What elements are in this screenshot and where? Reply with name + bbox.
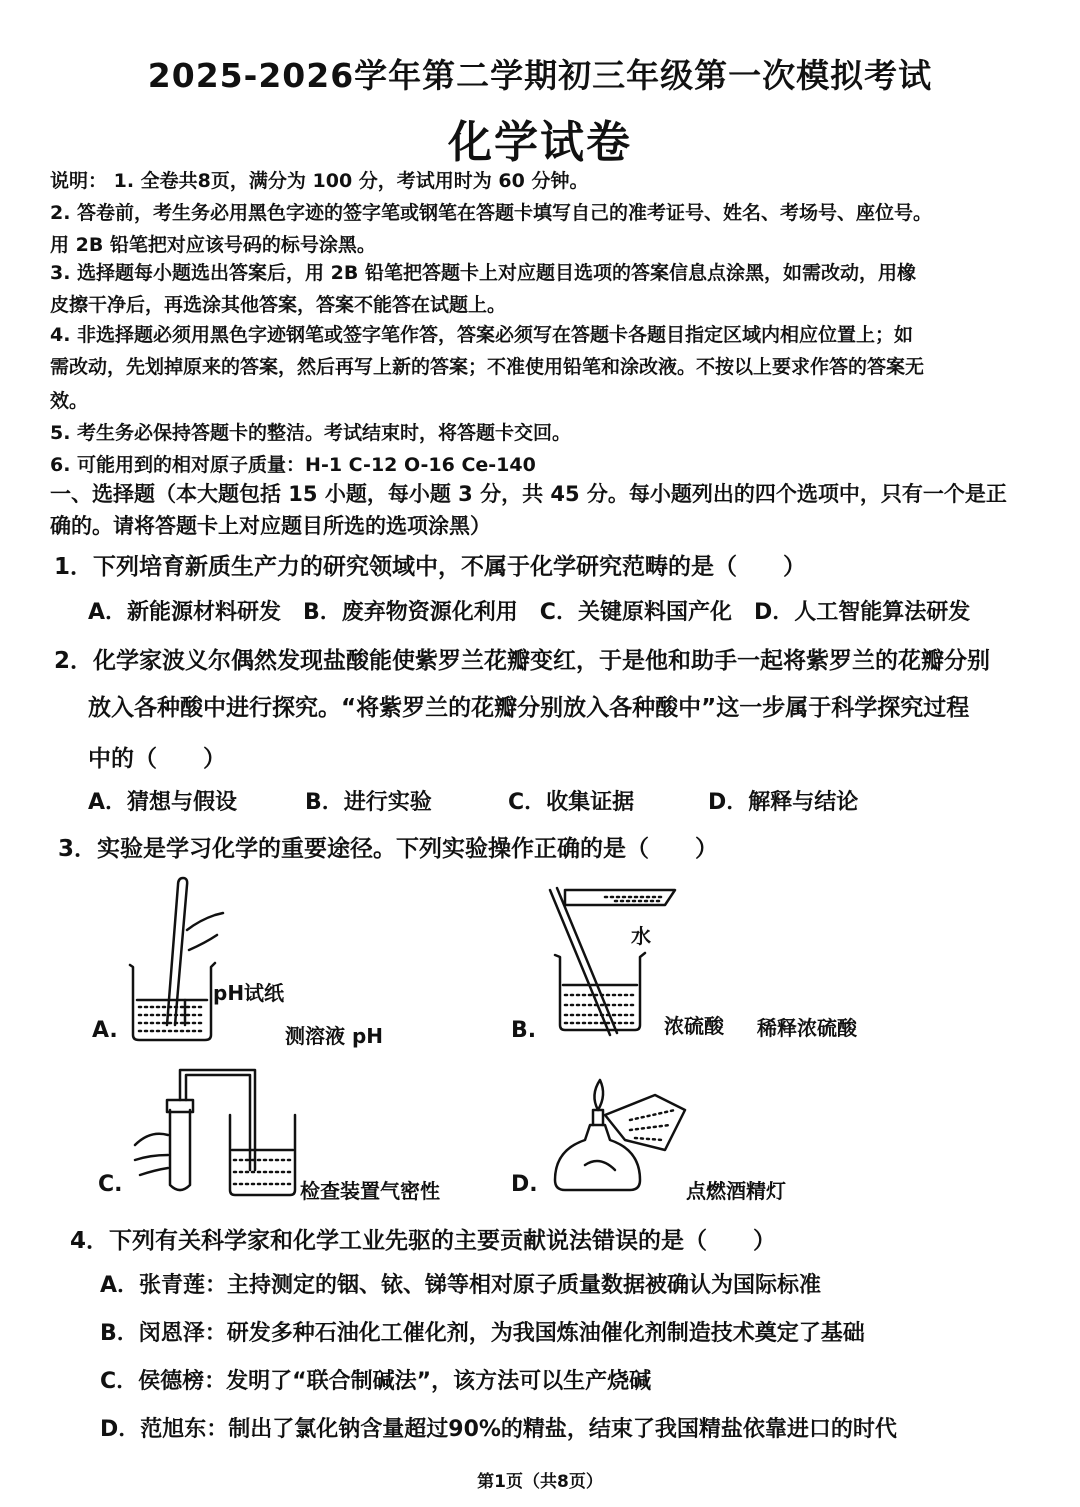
instruction-line-3a: 3. 选择题每小题选出答案后，用 2B 铅笔把答题卡上对应题目选项的答案信息点涂黑，如需改动，用橡 xyxy=(50,262,916,284)
figure-c-caption: 检查装置气密性 xyxy=(300,1179,440,1203)
section-heading-a: 一、选择题（本大题包括 15 小题，每小题 3 分，共 45 分。每小题列出的四个选项中，只有一个是正 xyxy=(50,482,1007,506)
figure-d-label: D. xyxy=(511,1172,538,1197)
instruction-line-4b: 需改动，先划掉原来的答案，然后再写上新的答案；不准使用铅笔和涂改液。不按以上要求作答的答案无 xyxy=(50,356,925,378)
question-2-stem-a: 2．化学家波义尔偶然发现盐酸能使紫罗兰花瓣变红，于是他和助手一起将紫罗兰的花瓣分别 xyxy=(54,648,991,674)
section-heading-b: 确的。请将答题卡上对应题目所选的选项涂黑） xyxy=(50,514,491,538)
figure-d-caption: 点燃酒精灯 xyxy=(686,1179,786,1203)
figure-b-water-label: 水 xyxy=(631,924,651,948)
instruction-line-2b: 用 2B 铅笔把对应该号码的标号涂黑。 xyxy=(50,234,376,256)
instruction-line-6: 6. 可能用到的相对原子质量：H-1 C-12 O-16 Ce-140 xyxy=(50,454,536,476)
instruction-line-3b: 皮擦干净后，再选涂其他答案，答案不能答在试题上。 xyxy=(50,294,507,316)
question-2-option-a: A．猜想与假设 xyxy=(88,790,238,815)
figure-a-ph-paper-label: pH试纸 xyxy=(213,981,285,1005)
figure-b-acid-label: 浓硫酸 xyxy=(664,1014,724,1038)
figure-c-airtightness xyxy=(130,1060,320,1200)
instruction-line-1: 说明： 1. 全卷共8页，满分为 100 分，考试用时为 60 分钟。 xyxy=(50,170,589,192)
question-2-stem-b: 放入各种酸中进行探究。“将紫罗兰的花瓣分别放入各种酸中”这一步属于科学探究过程 xyxy=(88,695,970,721)
exam-title: 2025-2026学年第二学期初三年级第一次模拟考试 xyxy=(147,56,933,95)
question-4-option-c: C．侯德榜：发明了“联合制碱法”，该方法可以生产烧碱 xyxy=(100,1369,652,1394)
figure-a-label: A. xyxy=(92,1018,118,1043)
subject-title: 化学试卷 xyxy=(448,117,632,168)
question-2-option-b: B．进行实验 xyxy=(305,790,432,815)
question-4-option-a: A．张青莲：主持测定的铟、铱、锑等相对原子质量数据被确认为国际标准 xyxy=(100,1273,822,1298)
figure-a-caption: 测溶液 pH xyxy=(285,1024,384,1048)
question-3-stem: 3．实验是学习化学的重要途径。下列实验操作正确的是（ ） xyxy=(58,836,719,862)
instruction-line-4a: 4. 非选择题必须用黑色字迹钢笔或签字笔作答，答案必须写在答题卡各题目指定区域内相应位置上；如 xyxy=(50,324,914,346)
question-2-stem-c: 中的（ ） xyxy=(88,746,226,772)
question-4-option-b: B．闵恩泽：研发多种石油化工催化剂，为我国炼油催化剂制造技术奠定了基础 xyxy=(100,1321,865,1346)
question-1-stem: 1．下列培育新质生产力的研究领域中，不属于化学研究范畴的是（ ） xyxy=(54,554,807,580)
instruction-line-4c: 效。 xyxy=(50,390,89,412)
figure-b-caption: 稀释浓硫酸 xyxy=(757,1016,857,1040)
figure-a-measure-ph xyxy=(125,875,305,1045)
page-number: 第1页（共8页） xyxy=(477,1472,603,1492)
question-1-options: A．新能源材料研发 B．废弃物资源化利用 C．关键原料国产化 D．人工智能算法研发 xyxy=(88,600,971,625)
question-4-option-d: D．范旭东：制出了氯化钠含量超过90%的精盐，结束了我国精盐依靠进口的时代 xyxy=(100,1417,897,1442)
instruction-line-2a: 2. 答卷前，考生务必用黑色字迹的签字笔或钢笔在答题卡填写自己的准考证号、姓名、考场号、座位号。 xyxy=(50,202,933,224)
instruction-line-5: 5. 考生务必保持答题卡的整洁。考试结束时，将答题卡交回。 xyxy=(50,422,572,444)
figure-b-label: B. xyxy=(511,1018,537,1043)
figure-c-label: C. xyxy=(98,1172,123,1197)
question-2-option-c: C．收集证据 xyxy=(508,790,635,815)
question-4-stem: 4．下列有关科学家和化学工业先驱的主要贡献说法错误的是（ ） xyxy=(70,1228,777,1254)
figure-d-alcohol-lamp xyxy=(545,1070,695,1200)
question-2-option-d: D．解释与结论 xyxy=(708,790,859,815)
